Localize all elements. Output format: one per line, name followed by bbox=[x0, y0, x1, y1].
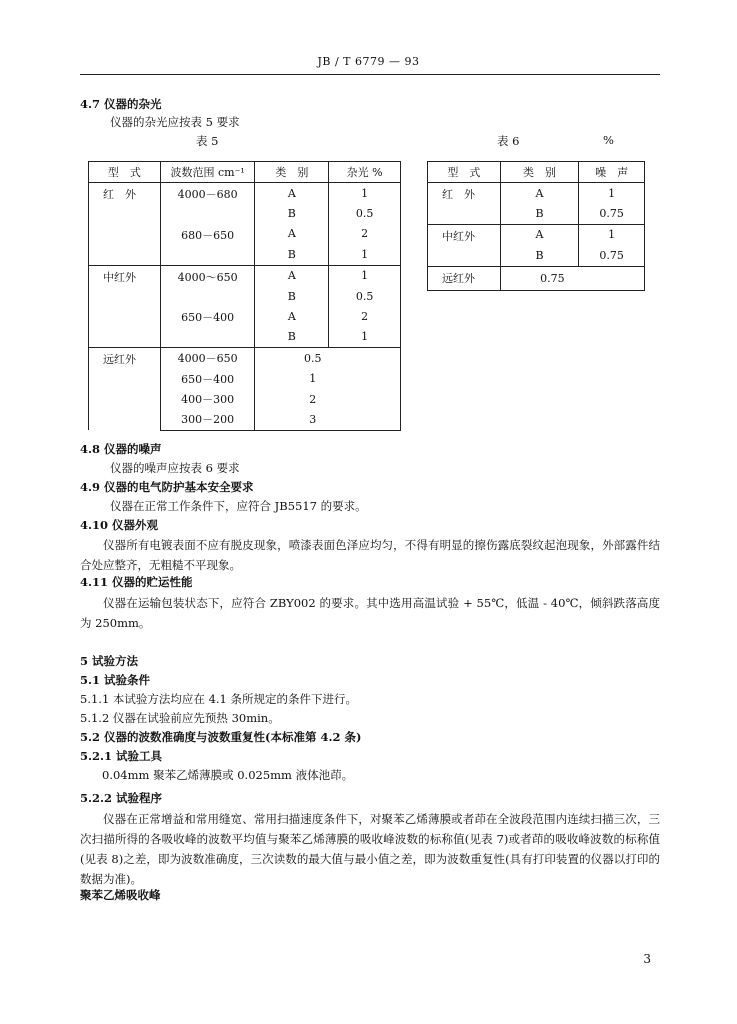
table5-value-cell: 2 bbox=[329, 224, 401, 244]
table6-header-cell: 型 式 bbox=[428, 162, 501, 183]
section-5-2-2-text: 仪器在正常增益和常用缝宽、常用扫描速度条件下，对聚苯乙烯薄膜或者茚在全波段范围内连续扫描三次，三次扫描所得的各吸收峰的波数平均值与聚苯乙烯薄膜的吸收峰波数的标称值(见表 7)或者茚的吸收峰波数的标称值(见表 8)之差，即为波数准确度，三次读数的最大值与最小值之差，即为波数重复性(具有打印装置的仪器以打印的数据为准)。 bbox=[80, 812, 660, 886]
section-5-1-title: 5.1 试验条件 bbox=[80, 673, 151, 687]
section-4-7-text: 仪器的杂光应按表 5 要求 bbox=[110, 115, 240, 129]
table5-header-cell: 杂光 % bbox=[329, 162, 401, 183]
section-5-1-1-text: 5.1.1 本试验方法均应在 4.1 条所规定的条件下进行。 bbox=[80, 692, 358, 706]
table5-value-cell: 1 bbox=[255, 369, 401, 389]
table6-value-cell: 0.75 bbox=[579, 203, 645, 224]
table6-header-cell: 噪 声 bbox=[579, 162, 645, 183]
table6-class-cell: A bbox=[500, 224, 579, 245]
table5-class-cell: B bbox=[255, 327, 329, 348]
table5-value-cell: 1 bbox=[329, 244, 401, 265]
table5-range-cell: 4000－680 bbox=[160, 183, 255, 224]
section-4-7-title: 4.7 仪器的杂光 bbox=[80, 97, 162, 111]
table5-class-cell: A bbox=[255, 265, 329, 286]
section-5-title: 5 试验方法 bbox=[80, 654, 139, 668]
table5-value-cell: 0.5 bbox=[329, 203, 401, 223]
table6-type-cell: 远红外 bbox=[428, 266, 501, 290]
page-number: 3 bbox=[643, 952, 651, 966]
table6-type-cell: 红 外 bbox=[428, 183, 501, 225]
section-5-2-title: 5.2 仪器的波数准确度与波数重复性(本标准第 4.2 条) bbox=[80, 730, 362, 744]
table5-class-cell: B bbox=[255, 203, 329, 223]
table6-class-cell: B bbox=[500, 203, 579, 224]
section-5-1-2-text: 5.1.2 仪器在试验前应先预热 30min。 bbox=[80, 711, 280, 725]
table5-range-cell: 4000～650 bbox=[160, 265, 255, 306]
table5-value-cell: 1 bbox=[329, 327, 401, 348]
table5-value-cell: 2 bbox=[255, 389, 401, 409]
table5-value-cell: 0.5 bbox=[329, 286, 401, 306]
table5-class-cell: B bbox=[255, 286, 329, 306]
table5-value-cell: 2 bbox=[329, 306, 401, 326]
table5-header-cell: 波数范围 cm⁻¹ bbox=[160, 162, 255, 183]
footer-line: 聚苯乙烯吸收峰 bbox=[80, 888, 161, 902]
table-row bbox=[428, 224, 645, 245]
section-4-10-title: 4.10 仪器外观 bbox=[80, 518, 159, 532]
table6-header-row bbox=[428, 162, 645, 183]
section-4-11-title: 4.11 仪器的贮运性能 bbox=[80, 575, 193, 589]
page-header: JB / T 6779 — 93 bbox=[317, 55, 420, 68]
table5-range-cell: 680－650 bbox=[160, 224, 255, 265]
table6-type-cell: 中红外 bbox=[428, 224, 501, 266]
table5-type-cell: 远红外 bbox=[89, 348, 161, 431]
table5-value-cell: 1 bbox=[329, 265, 401, 286]
table5-range-cell: 650－400 bbox=[160, 306, 255, 347]
table6-unit: % bbox=[603, 133, 614, 147]
table6 bbox=[427, 161, 645, 291]
table5-range-cell: 300－200 bbox=[160, 409, 255, 430]
table6-value-cell: 0.75 bbox=[579, 245, 645, 266]
table6-caption: 表 6 bbox=[497, 134, 520, 148]
table5-class-cell: A bbox=[255, 224, 329, 244]
section-4-11-text: 仪器在运输包装状态下，应符合 ZBY002 的要求。其中选用高温试验 + 55℃，低温 - 40℃，倾斜跌落高度为 250mm。 bbox=[80, 596, 660, 630]
section-4-10-text: 仪器所有电镀表面不应有脱皮现象，喷漆表面色泽应均匀，不得有明显的擦伤露底裂纹起泡现象，外部露件结合处应整齐，无粗糙不平现象。 bbox=[80, 538, 660, 572]
table6-class-cell: B bbox=[500, 245, 579, 266]
table6-class-cell: A bbox=[500, 183, 579, 204]
table-row bbox=[428, 266, 645, 290]
table5-caption: 表 5 bbox=[196, 134, 219, 148]
table5-range-cell: 400－300 bbox=[160, 389, 255, 409]
table-row bbox=[428, 183, 645, 204]
table-row bbox=[89, 265, 401, 286]
section-4-9-title: 4.9 仪器的电气防护基本安全要求 bbox=[80, 480, 254, 494]
table6-value-cell: 1 bbox=[579, 183, 645, 204]
table5-value-cell: 3 bbox=[255, 409, 401, 430]
table5-type-cell: 红 外 bbox=[89, 183, 161, 266]
section-5-2-2-title: 5.2.2 试验程序 bbox=[80, 791, 163, 805]
table5-header-row bbox=[89, 162, 401, 183]
table5-class-cell: A bbox=[255, 306, 329, 326]
section-4-8-text: 仪器的噪声应按表 6 要求 bbox=[110, 461, 240, 475]
table-row bbox=[89, 348, 401, 369]
section-5-2-1-title: 5.2.1 试验工具 bbox=[80, 749, 163, 763]
table5-header-cell: 型 式 bbox=[89, 162, 161, 183]
table6-value-cell: 1 bbox=[579, 224, 645, 245]
table6-value-cell: 0.75 bbox=[500, 266, 644, 290]
table5-header-cell: 类 别 bbox=[255, 162, 329, 183]
section-4-9-text: 仪器在正常工作条件下，应符合 JB5517 的要求。 bbox=[110, 499, 367, 513]
table6-header-cell: 类 别 bbox=[500, 162, 579, 183]
section-4-8-title: 4.8 仪器的噪声 bbox=[80, 442, 162, 456]
table5-value-cell: 0.5 bbox=[255, 348, 401, 369]
table5 bbox=[88, 161, 401, 431]
header-rule bbox=[80, 74, 660, 75]
table5-range-cell: 650－400 bbox=[160, 369, 255, 389]
table5-range-cell: 4000－650 bbox=[160, 348, 255, 369]
table5-value-cell: 1 bbox=[329, 183, 401, 204]
section-5-2-1-text: 0.04mm 聚苯乙烯薄膜或 0.025mm 液体池茚。 bbox=[102, 768, 354, 782]
table5-type-cell: 中红外 bbox=[89, 265, 161, 348]
table5-class-cell: A bbox=[255, 183, 329, 204]
table-row bbox=[89, 183, 401, 204]
table5-class-cell: B bbox=[255, 244, 329, 265]
